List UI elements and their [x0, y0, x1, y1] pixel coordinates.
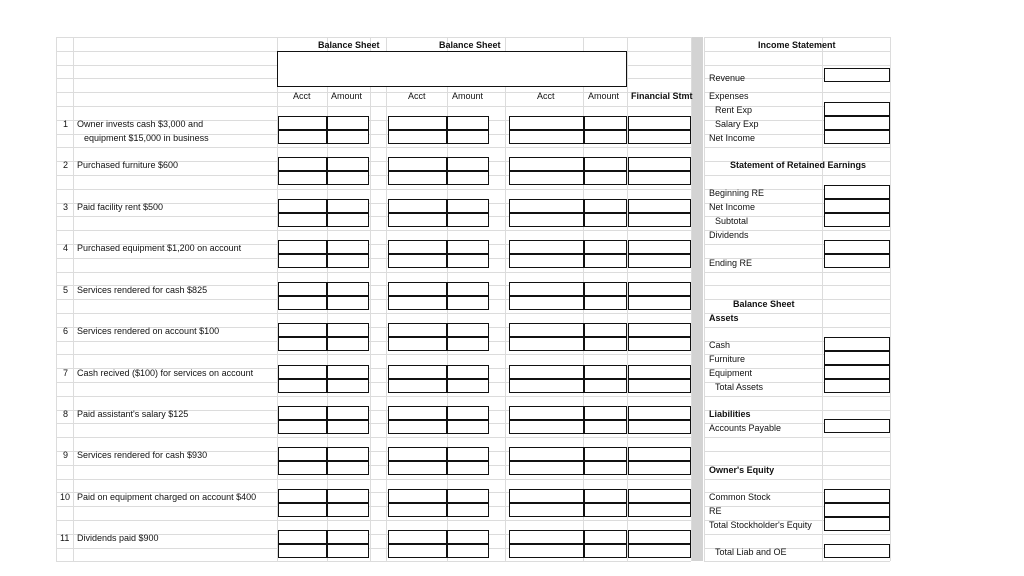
entry-box[interactable] [509, 240, 584, 254]
grid-line-h [56, 396, 691, 397]
entry-box[interactable] [447, 337, 489, 351]
equipment-label: Equipment [709, 368, 753, 378]
entry-box[interactable] [628, 461, 691, 475]
entry-box[interactable] [278, 282, 327, 296]
transaction-description: Services rendered on account $100 [77, 326, 220, 336]
entry-box[interactable] [278, 240, 327, 254]
col-financial-stmt: Financial Stmt [631, 91, 693, 101]
ending-re-label: Ending RE [709, 258, 753, 268]
entry-box[interactable] [327, 199, 369, 213]
grid-line-v [890, 37, 891, 561]
entry-box[interactable] [278, 213, 327, 227]
transaction-number: 5 [63, 285, 69, 295]
grid-line-h [704, 396, 890, 397]
entry-box[interactable] [509, 406, 584, 420]
net-income-label: Net Income [709, 133, 756, 143]
entry-box[interactable] [628, 157, 691, 171]
entry-box[interactable] [388, 489, 447, 503]
col-amount-1: Amount [331, 91, 363, 101]
col-amount-3: Amount [588, 91, 620, 101]
grid-line-h [704, 65, 890, 66]
entry-box[interactable] [509, 213, 584, 227]
header-box [277, 51, 627, 87]
net-income-2-label: Net Income [709, 202, 756, 212]
entry-box[interactable] [628, 337, 691, 351]
entry-box[interactable] [278, 296, 327, 310]
entry-box[interactable] [388, 171, 447, 185]
entry-box[interactable] [388, 254, 447, 268]
statement-amount-box[interactable] [824, 116, 890, 130]
transaction-number: 11 [60, 533, 70, 543]
col-acct-1: Acct [293, 91, 311, 101]
entry-box[interactable] [388, 447, 447, 461]
dividends-label: Dividends [709, 230, 749, 240]
entry-box[interactable] [447, 489, 489, 503]
entry-box[interactable] [509, 503, 584, 517]
entry-box[interactable] [447, 365, 489, 379]
entry-box[interactable] [327, 503, 369, 517]
owners-equity-label: Owner's Equity [709, 465, 775, 475]
statement-amount-box[interactable] [824, 503, 890, 517]
entry-box[interactable] [327, 447, 369, 461]
entry-box[interactable] [327, 213, 369, 227]
entry-box[interactable] [509, 530, 584, 544]
entry-box[interactable] [278, 461, 327, 475]
entry-box[interactable] [447, 296, 489, 310]
entry-box[interactable] [388, 199, 447, 213]
grid-line-h [56, 479, 691, 480]
statement-amount-box[interactable] [824, 185, 890, 199]
entry-box[interactable] [327, 171, 369, 185]
transaction-description: equipment $15,000 in business [84, 133, 209, 143]
grid-line-h [704, 37, 890, 38]
entry-box[interactable] [628, 447, 691, 461]
transaction-description: Paid assistant's salary $125 [77, 409, 189, 419]
entry-box[interactable] [278, 116, 327, 130]
transaction-description: Services rendered for cash $825 [77, 285, 208, 295]
liabilities-section-label: Liabilities [709, 409, 751, 419]
grid-line-h [56, 520, 691, 521]
entry-box[interactable] [628, 530, 691, 544]
entry-box[interactable] [584, 365, 627, 379]
grid-line-h [704, 437, 890, 438]
entry-box[interactable] [388, 240, 447, 254]
transaction-number: 9 [63, 450, 69, 460]
entry-box[interactable] [447, 503, 489, 517]
entry-box[interactable] [584, 447, 627, 461]
entry-box[interactable] [327, 323, 369, 337]
entry-box[interactable] [327, 530, 369, 544]
entry-box[interactable] [278, 199, 327, 213]
entry-box[interactable] [509, 489, 584, 503]
grid-line-h [56, 189, 691, 190]
entry-box[interactable] [509, 544, 584, 558]
salary-exp-label: Salary Exp [715, 119, 759, 129]
entry-box[interactable] [278, 171, 327, 185]
entry-box[interactable] [327, 254, 369, 268]
entry-box[interactable] [388, 503, 447, 517]
entry-box[interactable] [388, 461, 447, 475]
entry-box[interactable] [584, 282, 627, 296]
expenses-label: Expenses [709, 91, 749, 101]
grid-line-h [704, 147, 890, 148]
entry-box[interactable] [509, 157, 584, 171]
entry-box[interactable] [388, 282, 447, 296]
entry-box[interactable] [278, 157, 327, 171]
entry-box[interactable] [584, 296, 627, 310]
entry-box[interactable] [628, 420, 691, 434]
transaction-description: Purchased furniture $600 [77, 160, 179, 170]
entry-box[interactable] [584, 489, 627, 503]
entry-box[interactable] [327, 282, 369, 296]
total-assets-label: Total Assets [715, 382, 764, 392]
entry-box[interactable] [327, 420, 369, 434]
entry-box[interactable] [509, 199, 584, 213]
entry-box[interactable] [447, 282, 489, 296]
statement-amount-box[interactable] [824, 130, 890, 144]
col-acct-2: Acct [408, 91, 426, 101]
re-label: RE [709, 506, 722, 516]
grid-line-v [822, 37, 823, 561]
entry-box[interactable] [278, 420, 327, 434]
transaction-number: 4 [63, 243, 69, 253]
entry-box[interactable] [447, 530, 489, 544]
entry-box[interactable] [278, 254, 327, 268]
entry-box[interactable] [584, 157, 627, 171]
entry-box[interactable] [327, 157, 369, 171]
entry-box[interactable] [628, 379, 691, 393]
income-statement-title: Income Statement [758, 40, 836, 50]
grid-line-h [56, 106, 691, 107]
entry-box[interactable] [584, 240, 627, 254]
total-stockholders-equity-label: Total Stockholder's Equity [709, 520, 812, 530]
entry-box[interactable] [447, 240, 489, 254]
beginning-re-label: Beginning RE [709, 188, 765, 198]
entry-box[interactable] [584, 337, 627, 351]
col-acct-3: Acct [537, 91, 555, 101]
entry-box[interactable] [584, 530, 627, 544]
statement-amount-box[interactable] [824, 213, 890, 227]
entry-box[interactable] [584, 323, 627, 337]
grid-line-v [386, 37, 387, 561]
grid-line-h [704, 175, 890, 176]
entry-box[interactable] [628, 323, 691, 337]
retained-earnings-title: Statement of Retained Earnings [730, 160, 867, 170]
entry-box[interactable] [628, 213, 691, 227]
transaction-description: Purchased equipment $1,200 on account [77, 243, 242, 253]
entry-box[interactable] [584, 171, 627, 185]
entry-box[interactable] [447, 213, 489, 227]
entry-box[interactable] [628, 199, 691, 213]
rent-exp-label: Rent Exp [715, 105, 753, 115]
grid-line-h [704, 451, 890, 452]
entry-box[interactable] [628, 130, 691, 144]
entry-box[interactable] [584, 130, 627, 144]
entry-box[interactable] [388, 213, 447, 227]
entry-box[interactable] [327, 365, 369, 379]
transaction-description: Dividends paid $900 [77, 533, 159, 543]
entry-box[interactable] [509, 420, 584, 434]
entry-box[interactable] [584, 116, 627, 130]
entry-box[interactable] [628, 489, 691, 503]
grid-line-h [704, 272, 890, 273]
entry-box[interactable] [447, 171, 489, 185]
entry-box[interactable] [278, 323, 327, 337]
entry-box[interactable] [628, 116, 691, 130]
statement-amount-box[interactable] [824, 68, 890, 82]
furniture-label: Furniture [709, 354, 746, 364]
entry-box[interactable] [628, 406, 691, 420]
entry-box[interactable] [628, 171, 691, 185]
transaction-number: 6 [63, 326, 69, 336]
grid-line-h [56, 37, 691, 38]
grid-line-v [704, 37, 705, 561]
entry-box[interactable] [509, 130, 584, 144]
transaction-description: Paid on equipment charged on account $400 [77, 492, 257, 502]
balance-sheet-title-2: Balance Sheet [439, 40, 501, 50]
entry-box[interactable] [327, 130, 369, 144]
entry-box[interactable] [509, 254, 584, 268]
entry-box[interactable] [388, 337, 447, 351]
common-stock-label: Common Stock [709, 492, 771, 502]
entry-box[interactable] [327, 379, 369, 393]
entry-box[interactable] [584, 199, 627, 213]
grid-line-h [704, 561, 890, 562]
grid-line-v [73, 37, 74, 561]
grid-line-v [505, 37, 506, 561]
balance-sheet-title-1: Balance Sheet [318, 40, 380, 50]
entry-box[interactable] [327, 116, 369, 130]
entry-box[interactable] [628, 240, 691, 254]
entry-box[interactable] [278, 489, 327, 503]
entry-box[interactable] [509, 461, 584, 475]
entry-box[interactable] [327, 337, 369, 351]
balance-sheet-title-3: Balance Sheet [733, 299, 795, 309]
grid-line-h [704, 534, 890, 535]
entry-box[interactable] [388, 116, 447, 130]
grid-line-v [56, 37, 57, 561]
grid-line-h [56, 230, 691, 231]
entry-box[interactable] [509, 365, 584, 379]
entry-box[interactable] [584, 213, 627, 227]
revenue-label: Revenue [709, 73, 746, 83]
entry-box[interactable] [327, 240, 369, 254]
entry-box[interactable] [278, 130, 327, 144]
entry-box[interactable] [628, 254, 691, 268]
entry-box[interactable] [447, 199, 489, 213]
entry-box[interactable] [327, 489, 369, 503]
transaction-number: 1 [63, 119, 69, 129]
entry-box[interactable] [327, 296, 369, 310]
entry-box[interactable] [584, 461, 627, 475]
grid-line-h [704, 479, 890, 480]
transaction-number: 7 [63, 368, 69, 378]
entry-box[interactable] [447, 254, 489, 268]
entry-box[interactable] [388, 296, 447, 310]
statement-amount-box[interactable] [824, 102, 890, 116]
assets-label: Assets [709, 313, 739, 323]
entry-box[interactable] [447, 461, 489, 475]
entry-box[interactable] [628, 544, 691, 558]
statement-amount-box[interactable] [824, 379, 890, 393]
entry-box[interactable] [278, 365, 327, 379]
transaction-description: Services rendered for cash $930 [77, 450, 208, 460]
entry-box[interactable] [447, 116, 489, 130]
grid-line-v [370, 37, 371, 561]
entry-box[interactable] [584, 544, 627, 558]
entry-box[interactable] [447, 544, 489, 558]
entry-box[interactable] [327, 461, 369, 475]
entry-box[interactable] [388, 544, 447, 558]
entry-box[interactable] [509, 379, 584, 393]
total-liab-oe-label: Total Liab and OE [715, 547, 787, 557]
entry-box[interactable] [388, 379, 447, 393]
grid-line-h [56, 272, 691, 273]
entry-box[interactable] [388, 130, 447, 144]
statement-amount-box[interactable] [824, 365, 890, 379]
transaction-description: Owner invests cash $3,000 and [77, 119, 204, 129]
statement-amount-box[interactable] [824, 199, 890, 213]
col-amount-2: Amount [452, 91, 484, 101]
statement-amount-box[interactable] [824, 544, 890, 558]
entry-box[interactable] [447, 323, 489, 337]
grid-line-h [56, 561, 691, 562]
entry-box[interactable] [628, 296, 691, 310]
grid-line-h [56, 147, 691, 148]
entry-box[interactable] [278, 379, 327, 393]
grid-line-h [704, 285, 890, 286]
entry-box[interactable] [584, 379, 627, 393]
entry-box[interactable] [388, 420, 447, 434]
entry-box[interactable] [509, 282, 584, 296]
statement-amount-box[interactable] [824, 337, 890, 351]
grid-line-h [56, 437, 691, 438]
accounts-payable-label: Accounts Payable [709, 423, 782, 433]
entry-box[interactable] [628, 282, 691, 296]
grid-line-h [704, 327, 890, 328]
entry-box[interactable] [447, 157, 489, 171]
entry-box[interactable] [628, 503, 691, 517]
transaction-number: 10 [60, 492, 71, 502]
entry-box[interactable] [509, 337, 584, 351]
entry-box[interactable] [388, 406, 447, 420]
entry-box[interactable] [278, 530, 327, 544]
entry-box[interactable] [278, 544, 327, 558]
entry-box[interactable] [327, 406, 369, 420]
entry-box[interactable] [278, 406, 327, 420]
entry-box[interactable] [278, 447, 327, 461]
entry-box[interactable] [327, 544, 369, 558]
entry-box[interactable] [509, 447, 584, 461]
grid-line-h [56, 354, 691, 355]
entry-box[interactable] [509, 171, 584, 185]
cash-label: Cash [709, 340, 731, 350]
transaction-description: Cash recived ($100) for services on account [77, 368, 254, 378]
entry-box[interactable] [278, 503, 327, 517]
entry-box[interactable] [447, 406, 489, 420]
entry-box[interactable] [509, 323, 584, 337]
entry-box[interactable] [584, 406, 627, 420]
column-separator [692, 37, 703, 561]
statement-amount-box[interactable] [824, 254, 890, 268]
entry-box[interactable] [388, 323, 447, 337]
statement-amount-box[interactable] [824, 240, 890, 254]
entry-box[interactable] [628, 365, 691, 379]
transaction-number: 8 [63, 409, 69, 419]
entry-box[interactable] [509, 296, 584, 310]
statement-amount-box[interactable] [824, 489, 890, 503]
grid-line-h [704, 299, 890, 300]
entry-box[interactable] [388, 365, 447, 379]
transaction-number: 2 [63, 160, 69, 170]
entry-box[interactable] [388, 530, 447, 544]
entry-box[interactable] [584, 254, 627, 268]
entry-box[interactable] [509, 116, 584, 130]
statement-amount-box[interactable] [824, 419, 890, 433]
statement-amount-box[interactable] [824, 351, 890, 365]
grid-line-h [56, 313, 691, 314]
entry-box[interactable] [447, 379, 489, 393]
statement-amount-box[interactable] [824, 517, 890, 531]
entry-box[interactable] [278, 337, 327, 351]
transaction-number: 3 [63, 202, 69, 212]
subtotal-label: Subtotal [715, 216, 749, 226]
transaction-description: Paid facility rent $500 [77, 202, 164, 212]
entry-box[interactable] [584, 420, 627, 434]
entry-box[interactable] [447, 420, 489, 434]
entry-box[interactable] [388, 157, 447, 171]
entry-box[interactable] [584, 503, 627, 517]
entry-box[interactable] [447, 447, 489, 461]
entry-box[interactable] [447, 130, 489, 144]
